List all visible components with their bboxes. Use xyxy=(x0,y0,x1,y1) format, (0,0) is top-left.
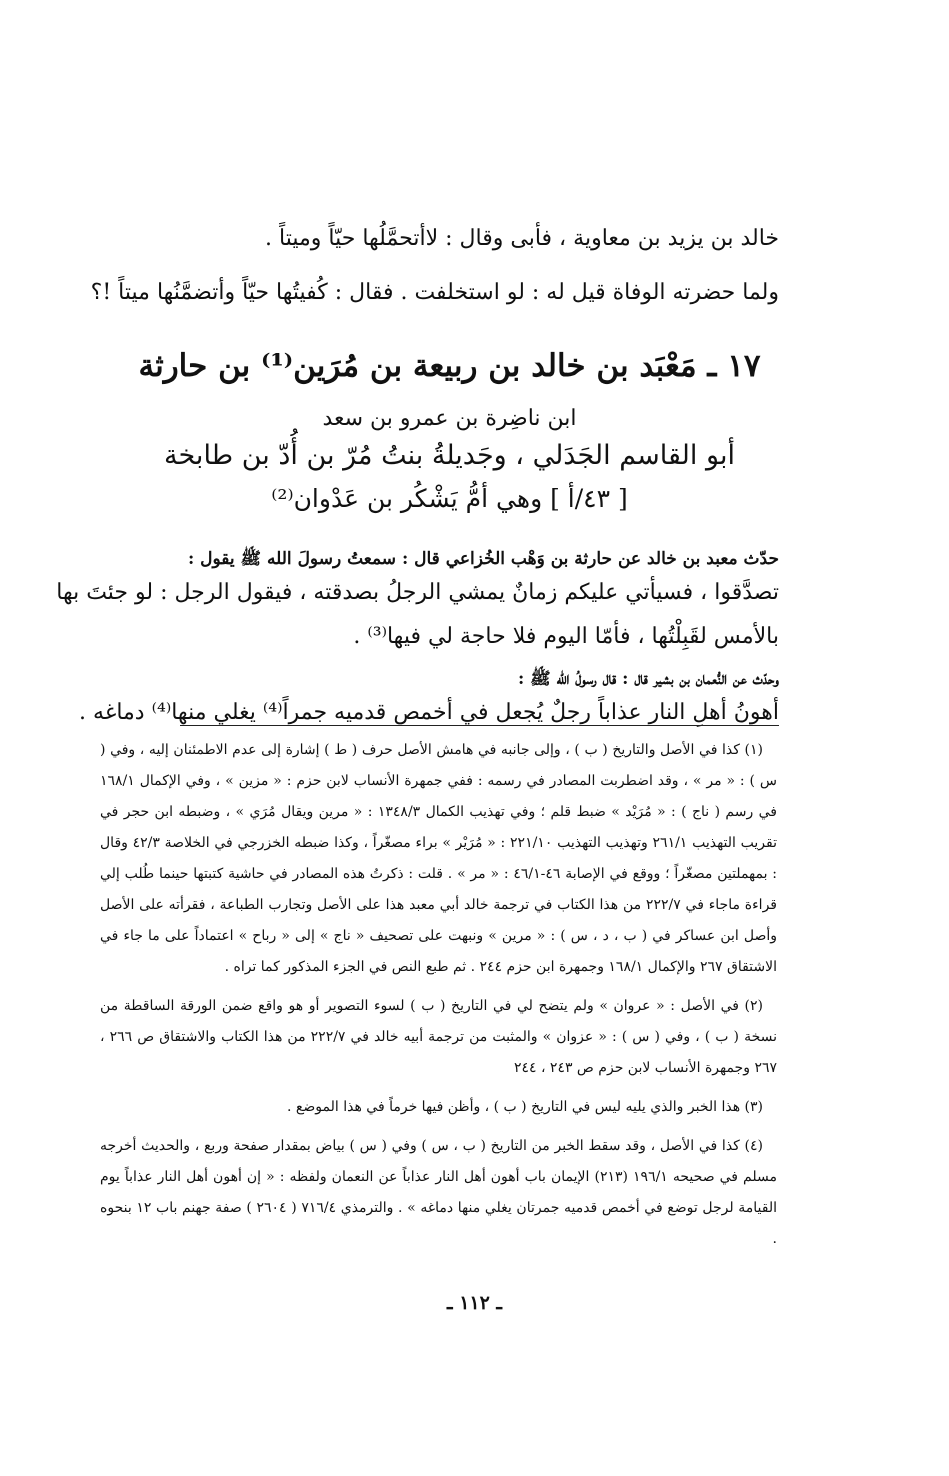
footnote-1: (١) كذا في الأصل والتاريخ ( ب ) ، وإلى جانبه في هامش الأصل حرف ( ط ) إشارة إلى عدم الاطمئنان إليه ، وفي ( س ) : « مر » ، وقد اضطربت المصادر في رسمه : ففي جمهرة الأنساب لابن حزم : « مزين » ، وفي الإكمال ١٦٨/١ في رسم ( ناج ) : « مُرَيْد » ضبط قلم ؛ وفي تهذيب الكمال ١٣٤٨/٣ : « مرين ويقال مُرَي » ، وضبطه ابن حجر في تقريب التهذيب ٢٦١/١ وتهذيب التهذيب ٢٢١/١٠ : « مُرَيْر » براء مصغّراً ، وكذا ضبطه الخزرجي في الخلاصة ٤٢/٣ وقال : بمهملتين مصغّراً ؛ ووقع في الإصابة ٤٦-٤٦/١ : « مر » . قلت : ذكرتُ هذه المصادر في حاشية كتبتها حينما طُلب إلي قراءة ماجاء في ٢٢٢/٧ من هذا الكتاب في ترجمة خالد أبي معبد هذا على الأصل وتجارب الطباعة ، فقرأته على الأصل وأصل ابن عساكر في ( ب ، د ، س ) : « مرين » ونبهت على تصحيف « ناج » إلى « رباح » اعتماداً على ما جاء في الاشتقاق ٢٦٧ والإكمال ١٦٨/١ وجمهرة ابن حزم ٢٤٤ . ثم طبع النص في الجزء المذكور كما تراه . xyxy=(100,742,777,975)
entry-lineage: ابن ناضِرة بن عمرو بن سعد xyxy=(322,406,577,431)
intro-line-2: ولما حضرته الوفاة قيل له : لو استخلفت . فقال : كُفيتُها حيّاً وأتضمَّنُها ميتاً !؟ xyxy=(90,280,779,305)
hadith-1-matn-line-1: تصدَّقوا ، فسيأتي عليكم زمانٌ يمشي الرجلُ بصدقته ، فيقول الرجل : لو جئتَ بها xyxy=(56,580,779,605)
footnote-4: (٤) كذا في الأصل ، وقد سقط الخبر من التاريخ ( ب ، س ) وفي ( س ) بياض بمقدار صفحة وربع ، والحديث أخرجه مسلم في صحيحه ١٩٦/١ (٢١٣) الإيمان باب أهون أهل النار عذاباً عن النعمان ولفظه : « إن أهون أهل النار عذاباً يوم القيامة لرجل توضع في أخمص قدميه جمرتان يغلي منها دماغه » . والترمذي ٧١٦/٤ ( ٢٦٠٤ ) صفة جهنم باب ١٢ بنحوه . xyxy=(100,1138,777,1247)
hadith-1-isnad: حدّث معبد بن خالد عن حارثة بن وَهْب الخُزاعي قال : سمعتُ رسولَ الله ﷺ يقول : xyxy=(187,549,779,569)
hadith-1-matn-line-2: بالأمس لقَبِلْتُها ، فأمّا اليوم فلا حاجة لي فيها⁽³⁾ . xyxy=(353,624,779,649)
hadith-2-isnad: وحدّث عن النُّعمان بن بشير قال : قال رسولُ الله ﷺ : xyxy=(517,669,779,689)
entry-kunya: أبو القاسم الجَدَلي ، وجَديلةُ بنتُ مُرّ بن أُدّ بن طابخة xyxy=(164,440,735,471)
hadith-2-matn: أهونُ أهلِ النار عذاباً رجلٌ يُجعل في أخمص قدميه جمراً⁽⁴⁾ يغلي منها⁽⁴⁾ دماغه . xyxy=(79,700,779,725)
footnotes xyxy=(100,735,777,1263)
entry-mother: [ ٤٣/أ ] وهي أمُّ يَشْكُر بن عَدْوان⁽²⁾ xyxy=(271,484,628,513)
page-number: ـ ١١٢ ـ xyxy=(447,1292,502,1314)
footnote-3: (٣) هذا الخبر والذي يليه ليس في التاريخ ( ب ) ، وأظن فيها خرماً في هذا الموضع . xyxy=(287,1099,763,1115)
footnote-2: (٢) في الأصل : « عروان » ولم يتضح لي في التاريخ ( ب ) لسوء التصوير أو هو واقع ضمن الورقة الساقطة من نسخة ( ب ) ، وفي ( س ) : « عزوان » والمثبت من ترجمة أبيه خالد في ٢٢٢/٧ من هذا الكتاب والاشتقاق ص ٢٦٦ ، ٢٦٧ وجمهرة الأنساب لابن حزم ص ٢٤٣ ، ٢٤٤ xyxy=(100,998,778,1076)
entry-title: ١٧ ـ مَعْبَد بن خالد بن ربيعة بن مُرَين⁽¹⁾ بن حارثة xyxy=(138,348,761,384)
intro-line-1: خالد بن يزيد بن معاوية ، فأبى وقال : لاأتحمَّلُها حيّاً وميتاً . xyxy=(265,226,779,251)
footnote-separator xyxy=(180,725,779,726)
